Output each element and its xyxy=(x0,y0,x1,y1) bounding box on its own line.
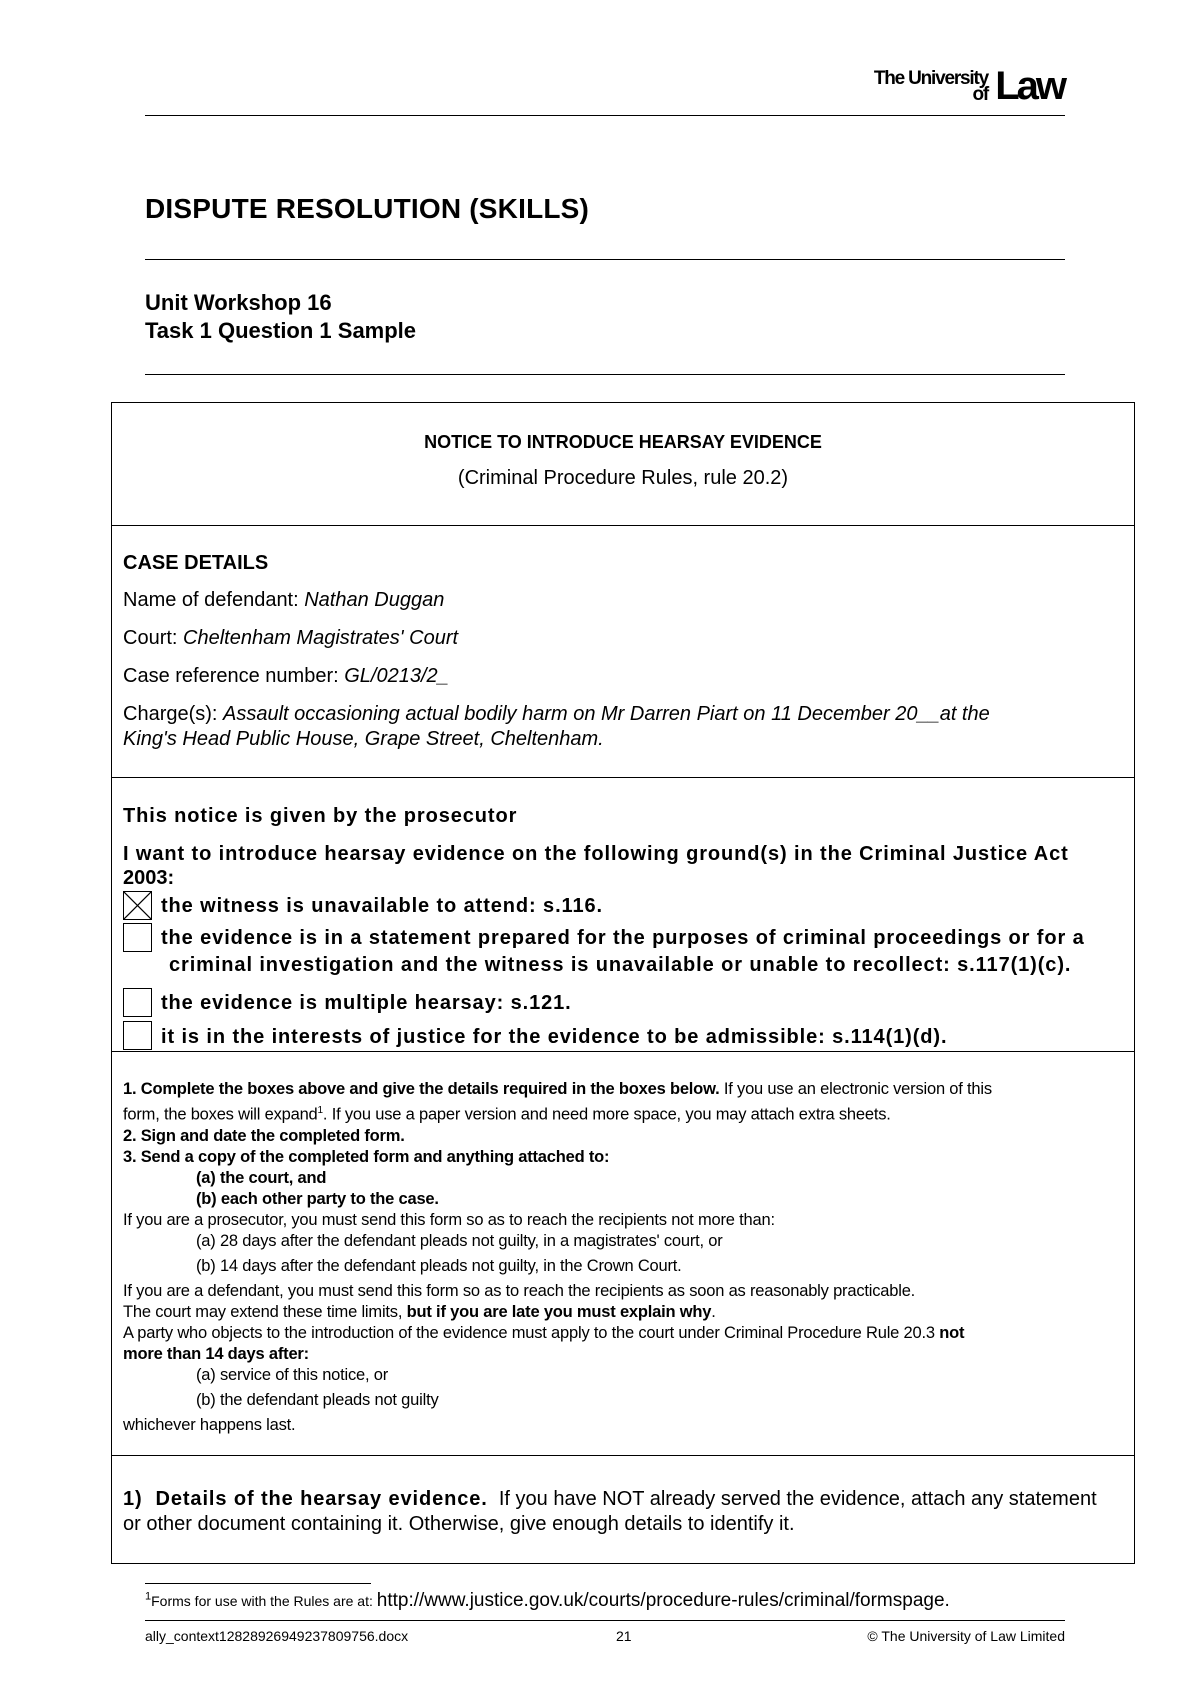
footer-page-number: 21 xyxy=(616,1628,632,1644)
instruction-1-cont-b: . If you use a paper version and need more space, you may attach extra sheets. xyxy=(322,1105,891,1124)
details-instruction: If you have NOT already served the evidence, attach any statement xyxy=(487,1488,1097,1510)
logo-text-law: Law xyxy=(995,64,1064,108)
grounds-intro: I want to introduce hearsay evidence on the following ground(s) in the Criminal Justice Act xyxy=(123,843,1069,865)
logo-text-of: of xyxy=(972,84,988,105)
case-ref-label: Case reference number: xyxy=(123,665,345,687)
instruction-3a: (a) the court, and xyxy=(196,1168,327,1187)
divider xyxy=(112,1455,1134,1456)
charges-row xyxy=(123,703,990,726)
instruction-3b: (b) each other party to the case. xyxy=(196,1189,439,1208)
grounds-intro-cont: 2003: xyxy=(123,867,175,889)
instruction-2: 2. Sign and date the completed form. xyxy=(123,1126,405,1145)
court-value: Cheltenham Magistrates' Court xyxy=(183,627,459,649)
objection-text: A party who objects to the introduction of the evidence must apply to the court under Criminal Procedure Rule 20.3 xyxy=(123,1323,940,1342)
instruction-1: 1. Complete the boxes above and give the details required in the boxes below. xyxy=(123,1080,720,1098)
footer-filename: ally_context12828926949237809756.docx xyxy=(145,1628,409,1644)
defendant-value: Nathan Duggan xyxy=(304,589,445,611)
check-x-icon xyxy=(124,892,151,919)
prosecutor-deadline-a: (a) 28 days after the defendant pleads not guilty, in a magistrates' court, or xyxy=(196,1231,723,1250)
ground-checkbox-s121[interactable] xyxy=(123,988,152,1017)
court-label: Court: xyxy=(123,627,184,649)
objection-b: (b) the defendant pleads not guilty xyxy=(196,1390,439,1409)
defendant-label: Name of defendant: xyxy=(123,589,305,611)
instructions-block xyxy=(123,1079,1124,1436)
ground-checkbox-s116[interactable] xyxy=(123,891,152,920)
unit-workshop: Unit Workshop 16 xyxy=(145,290,332,315)
footnote-url[interactable]: http://www.justice.gov.uk/courts/procedure-rules/criminal/formspage. xyxy=(376,1590,950,1611)
objection-not: not xyxy=(939,1323,965,1342)
case-ref-value: GL/0213/2_ xyxy=(344,665,449,687)
charges-value-cont: King's Head Public House, Grape Street, Cheltenham. xyxy=(123,728,604,750)
details-instruction-cont: or other document containing it. Otherwise, give enough details to identify it. xyxy=(123,1513,795,1535)
ground-checkbox-s117[interactable] xyxy=(123,923,152,952)
hearsay-notice-form xyxy=(111,402,1135,1564)
details-heading-row xyxy=(123,1488,1097,1511)
prosecutor-deadline: If you are a prosecutor, you must send this form so as to reach the recipients not more than: xyxy=(123,1210,775,1229)
charges-label: Charge(s): xyxy=(123,703,224,725)
defendant-deadline: If you are a defendant, you must send this form so as to reach the recipients as soon as reasonably practicable. xyxy=(123,1281,916,1300)
divider xyxy=(145,374,1065,375)
notice-heading: NOTICE TO INTRODUCE HEARSAY EVIDENCE xyxy=(424,432,822,452)
extend-limits-end: . xyxy=(711,1302,716,1321)
ground-label-s116: the witness is unavailable to attend: s.116. xyxy=(161,895,603,917)
ground-checkbox-s114[interactable] xyxy=(123,1021,152,1050)
instruction-3: 3. Send a copy of the completed form and anything attached to: xyxy=(123,1147,610,1166)
details-heading: 1) Details of the hearsay evidence. xyxy=(123,1488,488,1510)
divider xyxy=(112,1051,1134,1052)
footnote xyxy=(145,1590,950,1612)
divider xyxy=(112,777,1134,778)
court-row xyxy=(123,627,458,650)
given-by: This notice is given by the prosecutor xyxy=(123,805,518,827)
charges-value: Assault occasioning actual bodily harm on Mr Darren Piart on 11 December 20__at the xyxy=(223,703,990,725)
footnote-divider xyxy=(145,1583,371,1584)
instruction-1-cont: form, the boxes will expand xyxy=(123,1105,318,1124)
university-logo xyxy=(858,64,1064,108)
case-ref-row xyxy=(123,665,449,688)
ground-label-s117: the evidence is in a statement prepared for the purposes of criminal proceedings or for a xyxy=(161,927,1085,949)
ground-label-s114: it is in the interests of justice for the evidence to be admissible: s.114(1)(d). xyxy=(161,1026,948,1048)
ground-label-s117-cont: criminal investigation and the witness is unavailable or unable to recollect: s.117(1)(c). xyxy=(169,954,1072,976)
notice-subheading: (Criminal Procedure Rules, rule 20.2) xyxy=(457,467,789,489)
case-details-heading: CASE DETAILS xyxy=(123,552,269,574)
objection-a: (a) service of this notice, or xyxy=(196,1365,389,1384)
extend-limits-bold: but if you are late you must explain why xyxy=(406,1302,712,1321)
footnote-text: Forms for use with the Rules are at: xyxy=(151,1593,377,1609)
extend-limits: The court may extend these time limits, xyxy=(123,1302,407,1321)
task-question: Task 1 Question 1 Sample xyxy=(145,318,417,343)
prosecutor-deadline-b: (b) 14 days after the defendant pleads not guilty, in the Crown Court. xyxy=(196,1256,682,1275)
defendant-row xyxy=(123,589,444,612)
instruction-1-rest: If you use an electronic version of this xyxy=(719,1080,992,1098)
logo-text-university: The University xyxy=(873,68,988,89)
ground-label-s121: the evidence is multiple hearsay: s.121. xyxy=(161,992,572,1014)
divider xyxy=(145,115,1065,116)
footnote-number: 1 xyxy=(145,1590,152,1603)
divider xyxy=(112,525,1134,526)
footer-divider xyxy=(145,1620,1065,1621)
divider xyxy=(145,259,1065,260)
footer-copyright: © The University of Law Limited xyxy=(867,1628,1065,1644)
objection-text-cont: more than 14 days after: xyxy=(123,1344,309,1363)
whichever-last: whichever happens last. xyxy=(123,1415,296,1434)
page-title: DISPUTE RESOLUTION (SKILLS) xyxy=(145,193,590,224)
footnote-ref: 1 xyxy=(317,1105,323,1116)
